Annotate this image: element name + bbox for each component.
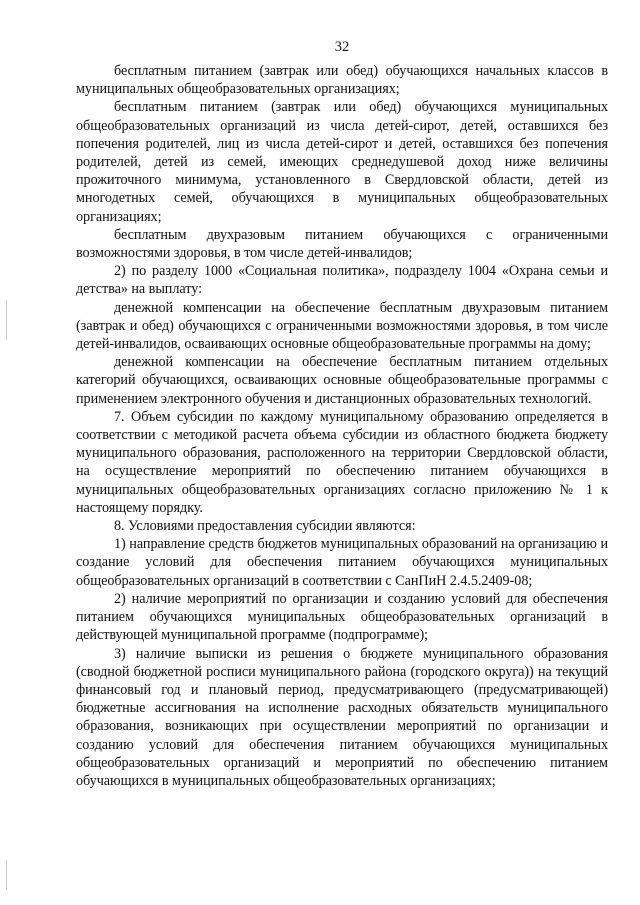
paragraph: 8. Условиями предоставления субсидии являются: (114, 518, 416, 535)
paragraph: денежной компенсации на обеспечение бесплатным двухразовым питанием (завтрак и обед) обучающихся с ограниченными возможностями здоровья, в том числе детей-инвалидов, осваивающих основные общеобразовательные программы на дому; (76, 299, 608, 353)
paragraph: 7. Объем субсидии по каждому муниципальному образованию определяется в соответствии с методикой расчета объема субсидии из областного бюджета бюджету муниципального образования, расположенного на территории Свердловской области, на осуществление мероприятий по обеспечению питанием обучающихся в муниципальных общеобразовательных организациях согласно приложению № 1 к настоящему порядку. (76, 408, 608, 516)
paragraph: 3) наличие выписки из решения о бюджете муниципального образования (сводной бюджетной росписи муниципального района (городского округа)) на текущий финансовый год и плановый период, предусматривающего (предусматривающей) бюджетные ассигнования на исполнение расходных обязательств муниципального образования, возникающих при осуществлении мероприятий по организации и созданию условий для обеспечения питанием обучающихся муниципальных общеобразовательных организаций и мероприятий по обеспечению питанием обучающихся в муниципальных общеобразовательных организациях; (76, 645, 608, 789)
paragraph: денежной компенсации на обеспечение бесплатным питанием отдельных категорий обучающихся, осваивающих основные общеобразовательные программы с применением электронного обучения и дистанционных образовательных технологий. (76, 354, 608, 407)
paragraph: бесплатным питанием (завтрак или обед) обучающихся начальных классов в муниципальных общеобразовательных организациях; (76, 63, 608, 98)
paragraph: 2) наличие мероприятий по организации и созданию условий для обеспечения питанием обучающихся муниципальных общеобразовательных организаций в действующей муниципальной программе (подпрограмме); (76, 590, 608, 644)
paragraph: 1) направление средств бюджетов муниципальных образований на организацию и создание условий для обеспечения питанием обучающихся муниципальных общеобразовательных организаций в соответствии с СанПиН 2.4.5.2409-08; (76, 536, 608, 589)
document-page (76, 38, 608, 790)
page-number: 32 (334, 39, 350, 55)
paragraph: бесплатным двухразовым питанием обучающихся с ограниченными возможностями здоровья, в том числе детей-инвалидов; (76, 226, 608, 262)
scan-margin-line (6, 300, 7, 340)
paragraph: бесплатным питанием (завтрак или обед) обучающихся муниципальных общеобразовательных организаций из числа детей-сирот, детей, оставшихся без попечения родителей, лиц из числа детей-сирот и детей, оставшихся без попечения родителей, детей из семей, имеющих среднедушевой доход ниже величины прожиточного минимума, установленного в Свердловской области, детей из многодетных семей, обучающихся в муниципальных общеобразовательных организациях; (76, 99, 608, 225)
paragraph: 2) по разделу 1000 «Социальная политика», подразделу 1004 «Охрана семьи и детства» на выплату: (76, 263, 608, 298)
scan-margin-line (6, 860, 7, 890)
